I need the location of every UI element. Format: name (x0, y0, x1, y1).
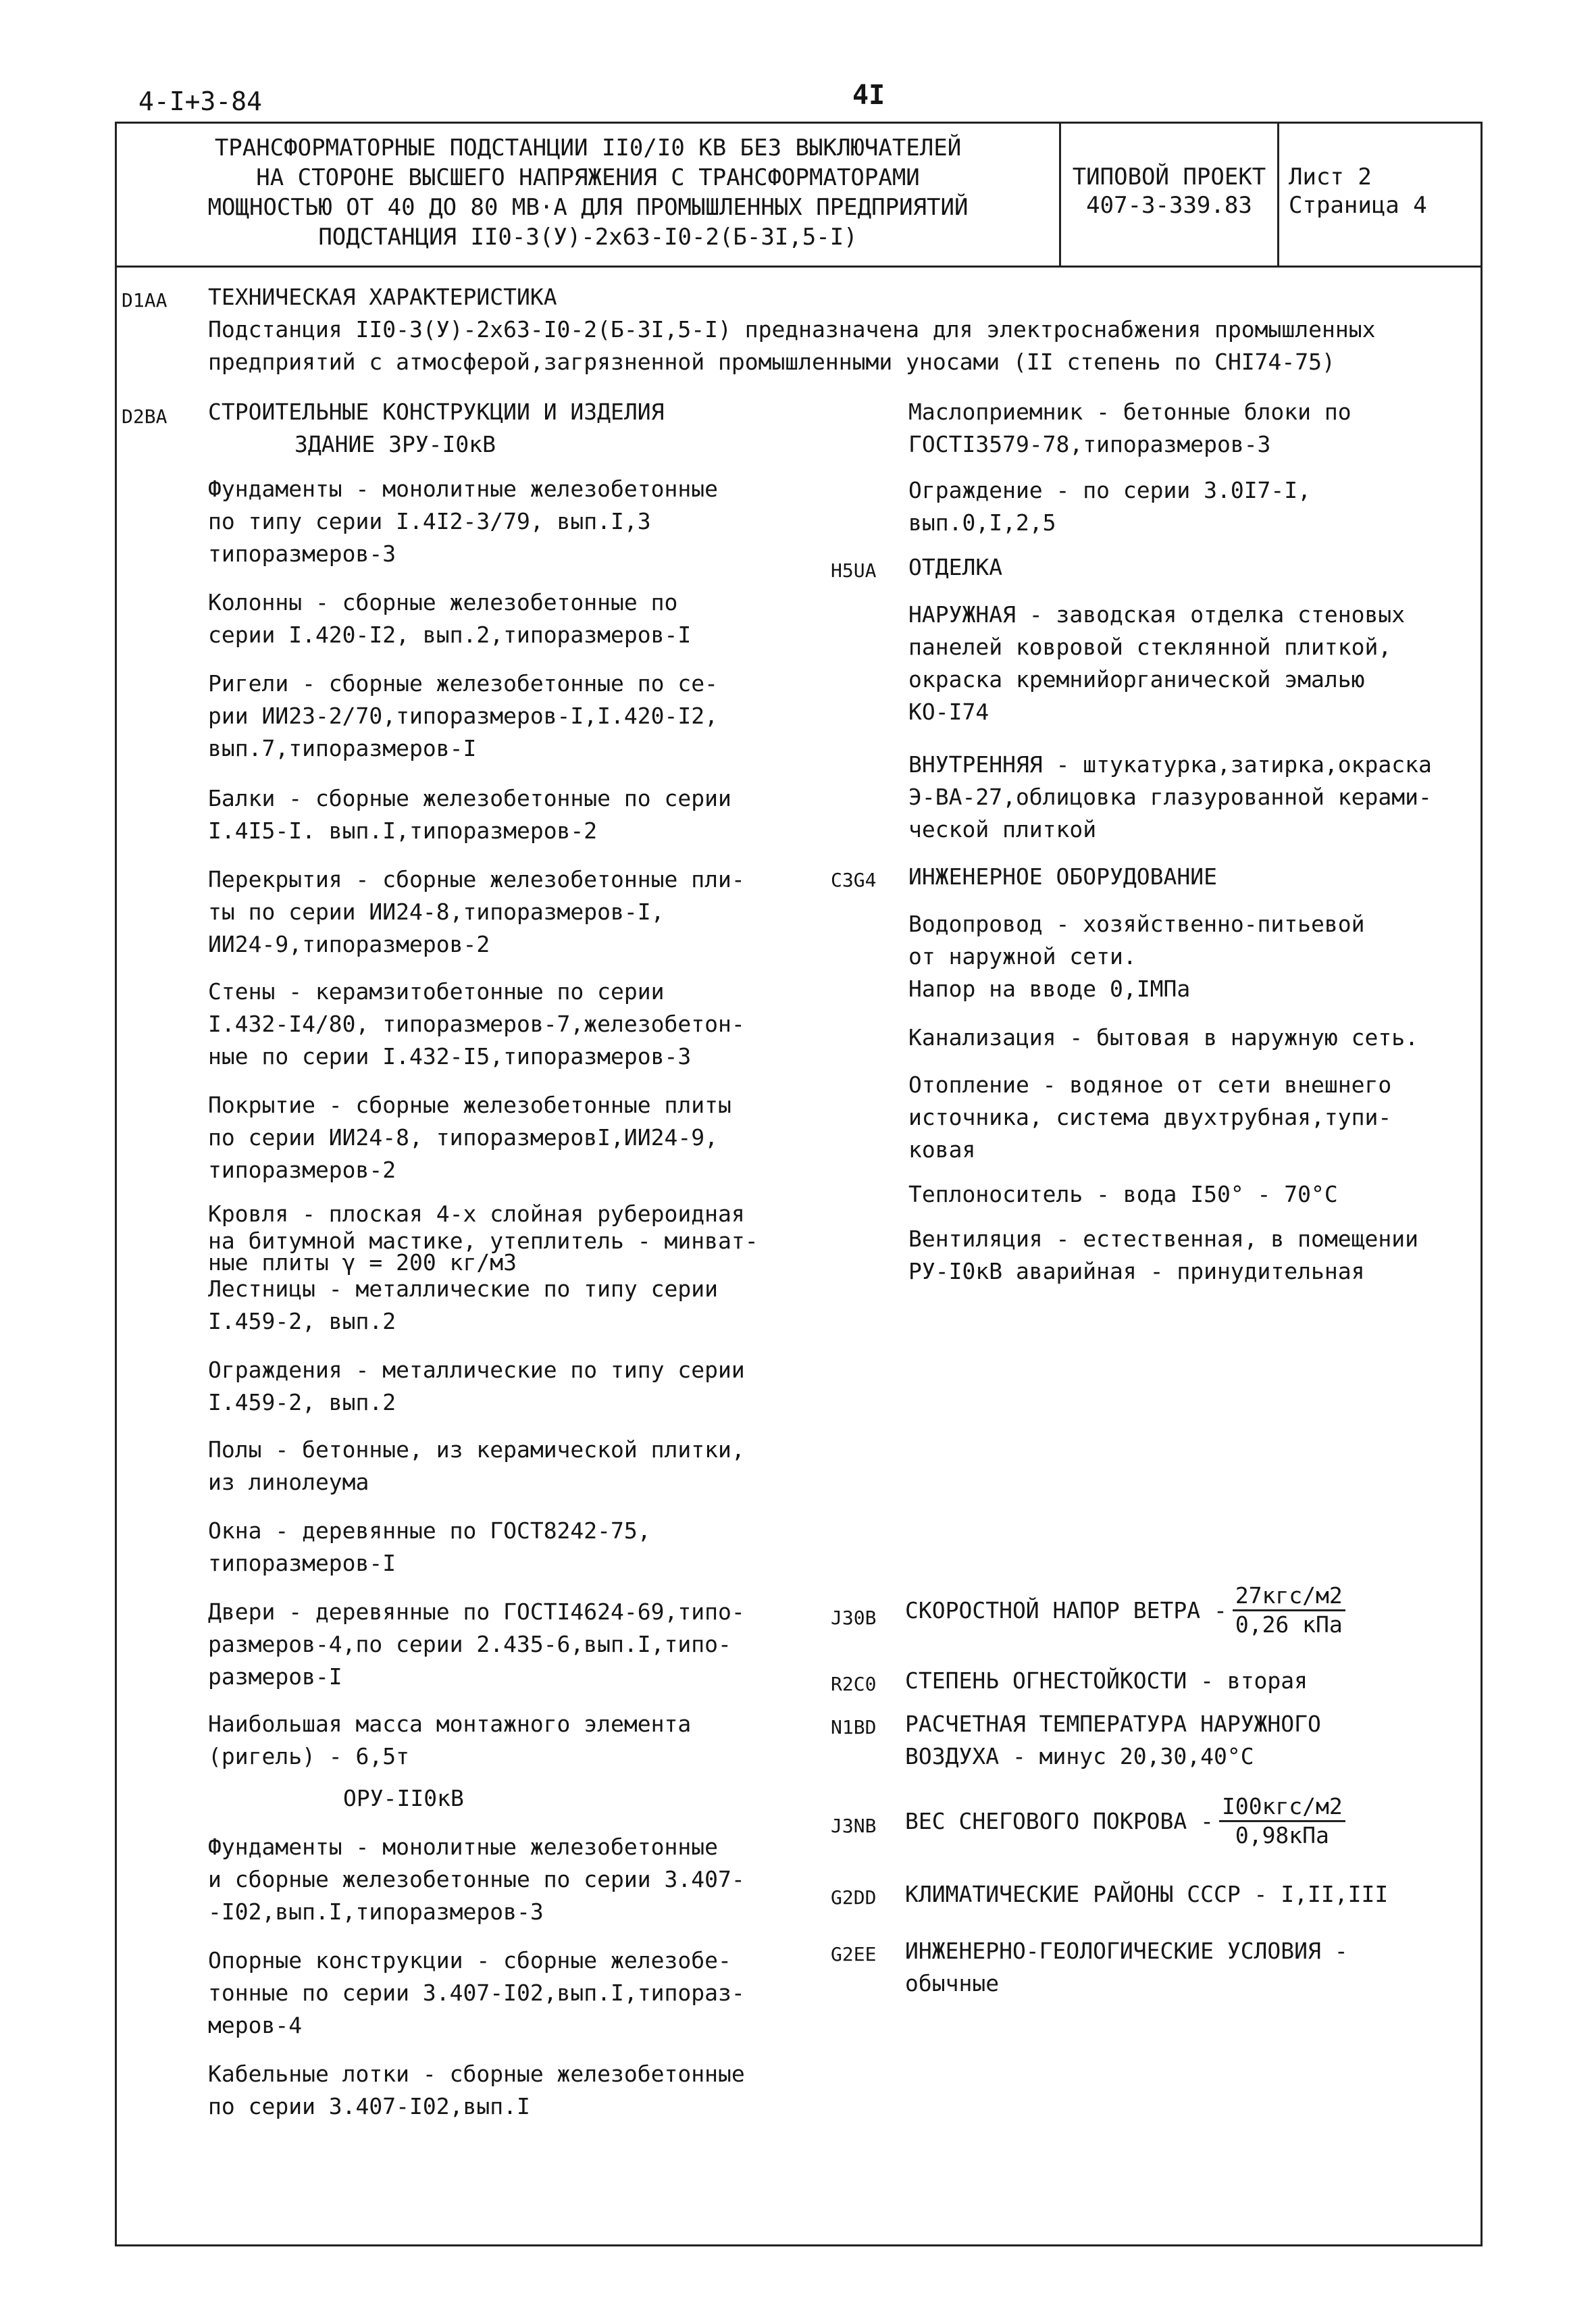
text-line: Колонны - сборные железобетонные по (208, 589, 678, 615)
text-line: ческой плиткой (908, 816, 1097, 842)
zru-item (208, 1354, 745, 1419)
finish-item (908, 599, 1405, 728)
project-number (1061, 163, 1277, 220)
zru-item (208, 1708, 691, 1773)
text-line: по серии 3.407-I02,вып.I (208, 2093, 530, 2119)
text-line: Подстанция II0-3(У)-2х63-I0-2(Б-3I,5-I) предназначена для электроснабжения промышленных (208, 316, 1376, 343)
text-line: Полы - бетонные, из керамической плитки, (208, 1436, 745, 1463)
subsection-heading: ЗДАНИЕ ЗРУ-I0кВ (294, 431, 496, 457)
roof-item (208, 1201, 758, 1276)
zru-item (208, 586, 691, 651)
title-line: ПОДСТАНЦИЯ II0-3(У)-2х63-I0-2(Б-3I,5-I) (318, 224, 858, 251)
zru-item (208, 1515, 651, 1580)
project-label: ТИПОВОЙ ПРОЕКТ (1072, 164, 1266, 191)
eng-item (908, 1178, 1338, 1211)
eng-item (908, 1223, 1418, 1288)
section-code: G2EE (831, 1943, 877, 1965)
text-line: Лестницы - металлические по типу серии (208, 1276, 718, 1302)
snow-value-kgs: I00кгс/м2 (1219, 1793, 1345, 1822)
text-line: окраска кремнийорганической эмалью (908, 666, 1365, 693)
text-line: КО-I74 (908, 699, 989, 725)
section-code: J3NB (831, 1815, 877, 1837)
sheet-info (1289, 163, 1427, 220)
text-line: Канализация - бытовая в наружную сеть. (908, 1024, 1418, 1051)
section-code: R2C0 (831, 1673, 877, 1695)
text-line: -I02,вып.I,типоразмеров-3 (208, 1898, 544, 1925)
section-code: D1AA (122, 289, 168, 311)
zru-item (208, 1273, 718, 1338)
text-line: типоразмеров-3 (208, 540, 396, 567)
section-heading (908, 551, 1002, 584)
wind-label: СКОРОСТНОЙ НАПОР ВЕТРА - (905, 1596, 1227, 1624)
text-line: I.459-2, вып.2 (208, 1389, 396, 1415)
snow-value-kpa: 0,98кПа (1235, 1822, 1329, 1848)
text-line: на битумной мастике, утеплитель - минват- (208, 1228, 758, 1254)
document-code: 4-I+3-84 (138, 86, 263, 116)
text-line: Ригели - сборные железобетонные по се- (208, 670, 718, 697)
text-line: Фундаменты - монолитные железобетонные (208, 476, 718, 502)
building-heading-block (208, 396, 665, 461)
text-line: НАРУЖНАЯ - заводская отделка стеновых (908, 601, 1406, 628)
text-line: ты по серии ИИ24-8,типоразмеров-I, (208, 899, 665, 925)
text-line: Теплоноситель - вода I50° - 70°С (908, 1181, 1338, 1207)
text-line: Балки - сборные железобетонные по серии (208, 785, 731, 811)
text-line: Кровля - плоская 4-х слойная рубероидная (208, 1201, 745, 1227)
zru-item (208, 1434, 745, 1499)
text-line: Отопление - водяное от сети внешнего (908, 1072, 1392, 1098)
text-line: Окна - деревянные по ГОСТ8242-75, (208, 1517, 651, 1544)
text-line: (ригель) - 6,5т (208, 1743, 410, 1769)
text-line: ные по серии I.432-I5,типоразмеров-3 (208, 1043, 692, 1070)
text-line: ковая (908, 1136, 976, 1163)
text-line: ИИ24-9,типоразмеров-2 (208, 931, 490, 957)
text-line: Наибольшая масса монтажного элемента (208, 1711, 692, 1737)
oru-item (208, 2058, 745, 2123)
document-title (117, 133, 1059, 252)
zru-item (208, 668, 718, 765)
header-divider (1277, 124, 1279, 266)
finish-item (908, 749, 1432, 846)
wind-value-kpa: 0,26 кПа (1235, 1611, 1343, 1638)
text-line: Фундаменты - монолитные железобетонные (208, 1834, 718, 1860)
text-line: типоразмеров-2 (208, 1157, 396, 1183)
text-line: ные плиты γ = 200 кг/м3 (208, 1249, 517, 1276)
snow-fraction (1219, 1793, 1345, 1849)
text-line: Кабельные лотки - сборные железобетонные (208, 2061, 745, 2087)
text-line: I.459-2, вып.2 (208, 1308, 396, 1334)
text-line: Ограждение - по серии 3.0I7-I, (908, 477, 1312, 503)
text-line: вып.0,I,2,5 (908, 509, 1056, 536)
zru-item (208, 1596, 745, 1693)
text-line: по типу серии I.4I2-3/79, вып.I,3 (208, 508, 651, 534)
page-number: 4I (852, 80, 885, 111)
text-line: Вентиляция - естественная, в помещении (908, 1226, 1418, 1252)
text-line: типоразмеров-I (208, 1550, 396, 1576)
text-line: Двери - деревянные по ГОСТI4624-69,типо- (208, 1599, 745, 1625)
text-line: из линолеума (208, 1469, 369, 1495)
text-line: РАСЧЕТНАЯ ТЕМПЕРАТУРА НАРУЖНОГО (905, 1711, 1321, 1737)
tech-section (208, 281, 1376, 378)
text-line: тонные по серии 3.407-I02,вып.I,типораз- (208, 1980, 745, 2006)
text-line: ИНЖЕНЕРНО-ГЕОЛОГИЧЕСКИЕ УСЛОВИЯ - (905, 1938, 1348, 1964)
text-line: по серии ИИ24-8, типоразмеровI,ИИ24-9, (208, 1124, 718, 1151)
snow-label: ВЕС СНЕГОВОГО ПОКРОВА - (905, 1807, 1214, 1834)
outdoor-temperature (905, 1708, 1321, 1773)
text-line: Ограждения - металлические по типу серии (208, 1357, 745, 1383)
eng-item (908, 1022, 1418, 1054)
title-line: МОЩНОСТЬЮ ОТ 40 ДО 80 МВ·А ДЛЯ ПРОМЫШЛЕННЫХ ПРЕДПРИЯТИЙ (207, 194, 969, 221)
text-line: размеров-I (208, 1663, 342, 1690)
text-line: серии I.420-I2, вып.2,типоразмеров-I (208, 622, 692, 648)
text-line: меров-4 (208, 2012, 303, 2038)
right-item (908, 474, 1311, 539)
text-line: ВОЗДУХА - минус 20,30,40°С (905, 1743, 1254, 1769)
text-line: панелей ковровой стеклянной плиткой, (908, 634, 1392, 660)
zru-item (208, 976, 745, 1073)
text-line: Напор на вводе 0,IМПа (908, 976, 1191, 1002)
oru-item (208, 1944, 745, 2042)
text-line: и сборные железобетонные по серии 3.407- (208, 1866, 745, 1892)
eng-item (908, 908, 1365, 1005)
wind-pressure (905, 1582, 1345, 1638)
sheet-label: Лист 2 (1289, 164, 1372, 191)
page-label: Страница 4 (1289, 192, 1427, 219)
text-line: Э-ВА-27,облицовка глазурованной керами- (908, 784, 1432, 810)
zru-item (208, 473, 718, 570)
section-code: J30B (831, 1607, 877, 1629)
section-code: D2BA (122, 405, 168, 428)
section-heading: ТЕХНИЧЕСКАЯ ХАРАКТЕРИСТИКА (208, 284, 557, 310)
climate-regions (905, 1878, 1388, 1911)
text-line: ИНЖЕНЕРНОЕ ОБОРУДОВАНИЕ (908, 863, 1217, 890)
wind-value-kgs: 27кгс/м2 (1233, 1582, 1345, 1611)
snow-load (905, 1793, 1345, 1849)
text-line: Покрытие - сборные железобетонные плиты (208, 1092, 731, 1118)
section-code: N1BD (831, 1716, 877, 1738)
text-line: КЛИМАТИЧЕСКИЕ РАЙОНЫ СССР - I,II,III (905, 1881, 1389, 1907)
project-code: 407-3-339.83 (1086, 192, 1252, 219)
title-line: ТРАНСФОРМАТОРНЫЕ ПОДСТАНЦИИ II0/I0 КВ БЕЗ ВЫКЛЮЧАТЕЛЕЙ (214, 134, 962, 161)
section-heading: СТРОИТЕЛЬНЫЕ КОНСТРУКЦИИ И ИЗДЕЛИЯ (208, 399, 665, 425)
text-line: I.432-I4/80, типоразмеров-7,железобетон- (208, 1011, 745, 1037)
text-line: Перекрытия - сборные железобетонные пли- (208, 866, 745, 892)
text-line: источника, система двухтрубная,тупи- (908, 1104, 1392, 1130)
eng-item (908, 1069, 1391, 1166)
text-line: СТЕПЕНЬ ОГНЕСТОЙКОСТИ - вторая (905, 1667, 1308, 1694)
fire-resistance (905, 1665, 1308, 1697)
section-code: G2DD (831, 1886, 877, 1909)
text-line: рии ИИ23-2/70,типоразмеров-I,I.420-I2, (208, 703, 718, 729)
text-line: Стены - керамзитобетонные по серии (208, 978, 665, 1005)
zru-item (208, 1089, 731, 1186)
section-heading (908, 861, 1217, 893)
text-line: ОРУ-II0кВ (343, 1785, 464, 1811)
title-block (117, 124, 1481, 268)
text-line: РУ-I0кВ аварийная - принудительная (908, 1258, 1365, 1284)
section-code: H5UA (831, 559, 877, 582)
text-line: предприятий с атмосферой,загрязненной промышленными уносами (II степень по СНI74-75) (208, 349, 1335, 375)
section-code: C3G4 (831, 869, 877, 891)
text-line: Маслоприемник - бетонные блоки по (908, 399, 1352, 425)
text-line: вып.7,типоразмеров-I (208, 735, 477, 761)
text-line: от наружной сети. (908, 943, 1137, 970)
text-line: обычные (905, 1970, 1000, 1996)
subsection-heading (343, 1782, 464, 1815)
zru-item (208, 863, 745, 961)
wind-fraction (1233, 1582, 1345, 1638)
text-line: ГОСТI3579-78,типоразмеров-3 (908, 431, 1271, 457)
text-line: Опорные конструкции - сборные железобе- (208, 1947, 731, 1973)
text-line: I.4I5-I. вып.I,типоразмеров-2 (208, 818, 598, 844)
text-line: ОТДЕЛКА (908, 554, 1003, 580)
right-item (908, 396, 1352, 461)
title-line: НА СТОРОНЕ ВЫСШЕГО НАПРЯЖЕНИЯ С ТРАНСФОРМАТОРАМИ (256, 164, 920, 191)
zru-item (208, 782, 731, 847)
oru-item (208, 1831, 745, 1928)
geological-conditions (905, 1935, 1348, 2000)
text-line: размеров-4,по серии 2.435-6,вып.I,типо- (208, 1631, 731, 1657)
text-line: Водопровод - хозяйственно-питьевой (908, 911, 1365, 937)
text-line: ВНУТРЕННЯЯ - штукатурка,затирка,окраска (908, 751, 1432, 778)
